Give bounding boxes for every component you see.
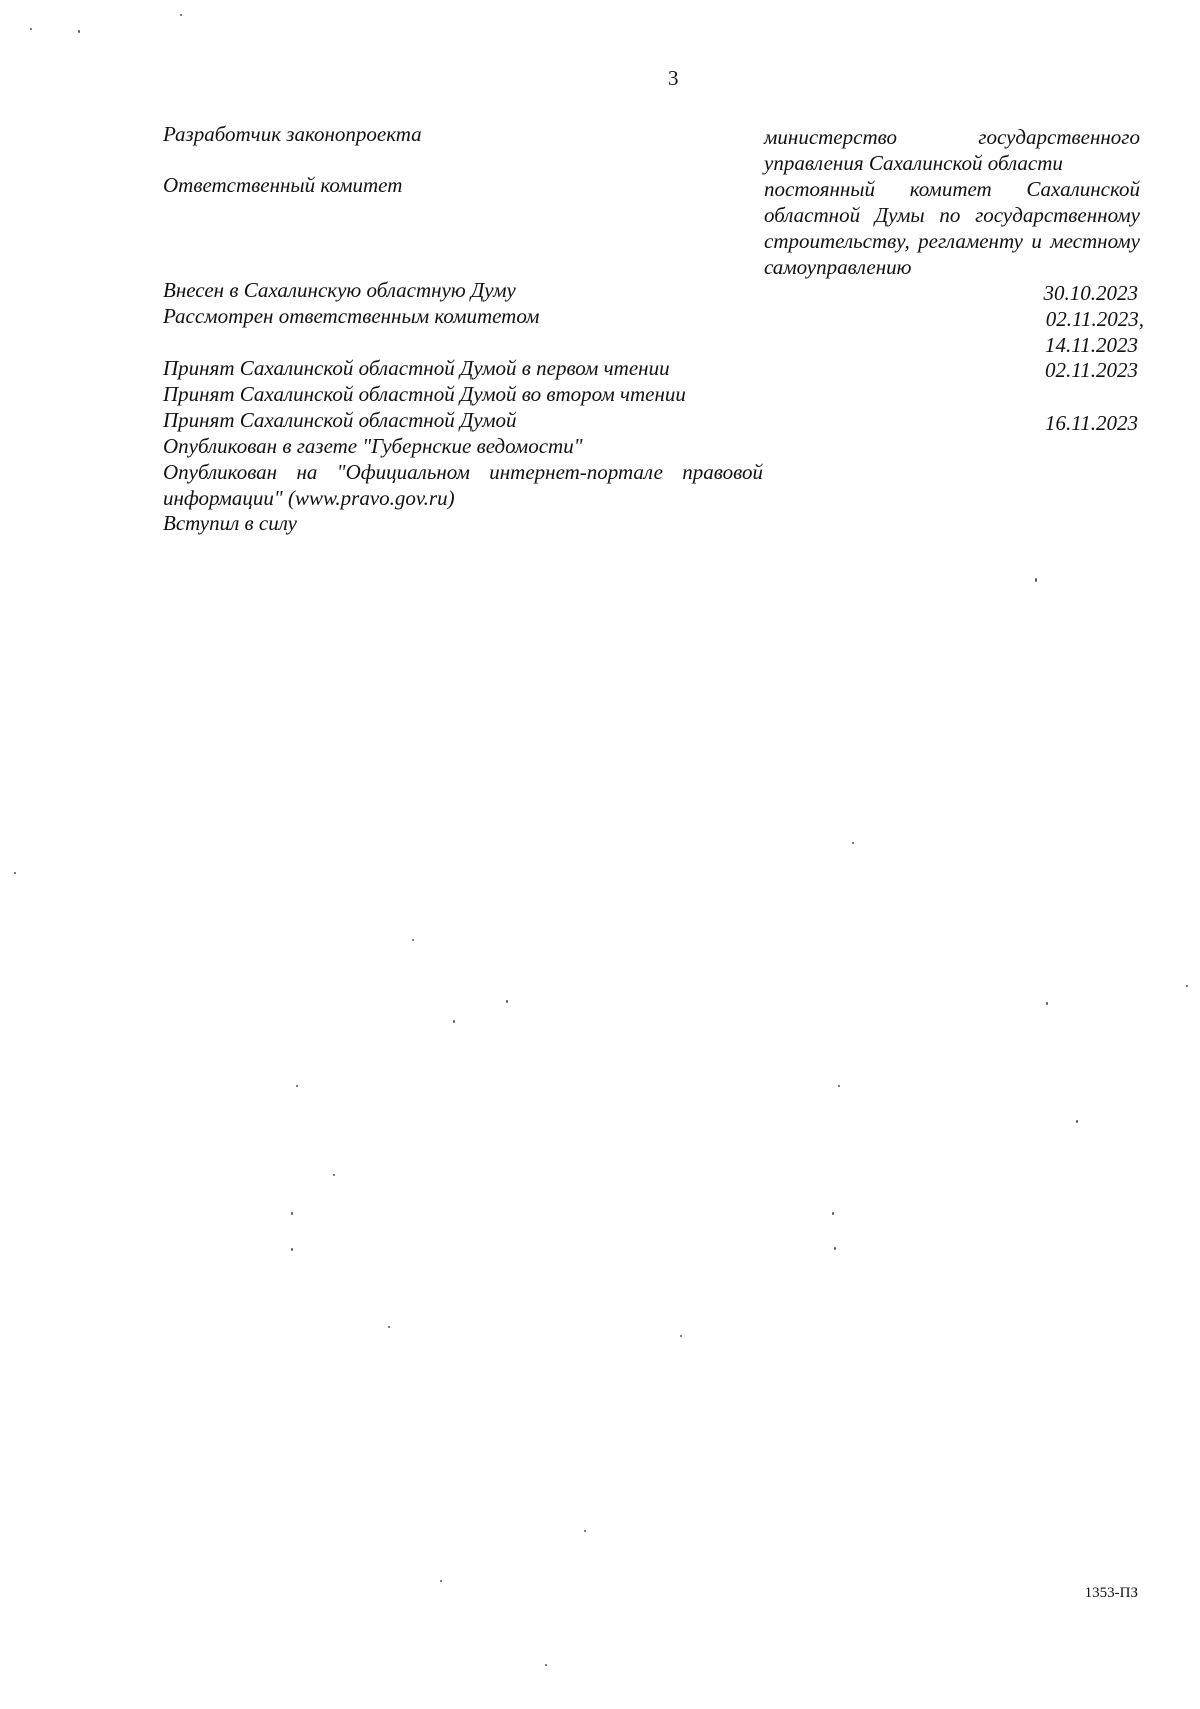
published-newspaper-label: Опубликован в газете "Губернские ведомости" [163,434,583,458]
first-reading-label: Принят Сахалинской областной Думой в первом чтении [163,356,670,380]
committee-value: постоянный комитет Сахалинской областной Думы по государственному строительству, регламенту и местному самоуправлению [764,177,1140,279]
adopted-label: Принят Сахалинской областной Думой [163,408,517,432]
first-reading-date: 02.11.2023 [1045,358,1138,382]
reviewed-label: Рассмотрен ответственным комитетом [163,304,540,328]
developer-value: министерство государственного управления Сахалинской области [764,125,1140,175]
footer-code: 1353-ПЗ [1084,1585,1138,1601]
in-force-label: Вступил в силу [163,511,297,535]
reviewed-date-1: 02.11.2023, [1045,307,1144,331]
adopted-date: 16.11.2023 [1045,411,1138,435]
reviewed-date-2: 14.11.2023 [1045,333,1138,357]
committee-label: Ответственный комитет [163,173,403,197]
second-reading-label: Принят Сахалинской областной Думой во втором чтении [163,382,686,406]
page-number: 3 [668,66,679,90]
submitted-label: Внесен в Сахалинскую областную Думу [163,278,516,302]
submitted-date: 30.10.2023 [1043,281,1138,305]
developer-label: Разработчик законопроекта [163,122,422,146]
published-portal-label: Опубликован на "Официальном интернет-портале правовой информации" (www.pravo.gov.ru) [163,460,763,510]
